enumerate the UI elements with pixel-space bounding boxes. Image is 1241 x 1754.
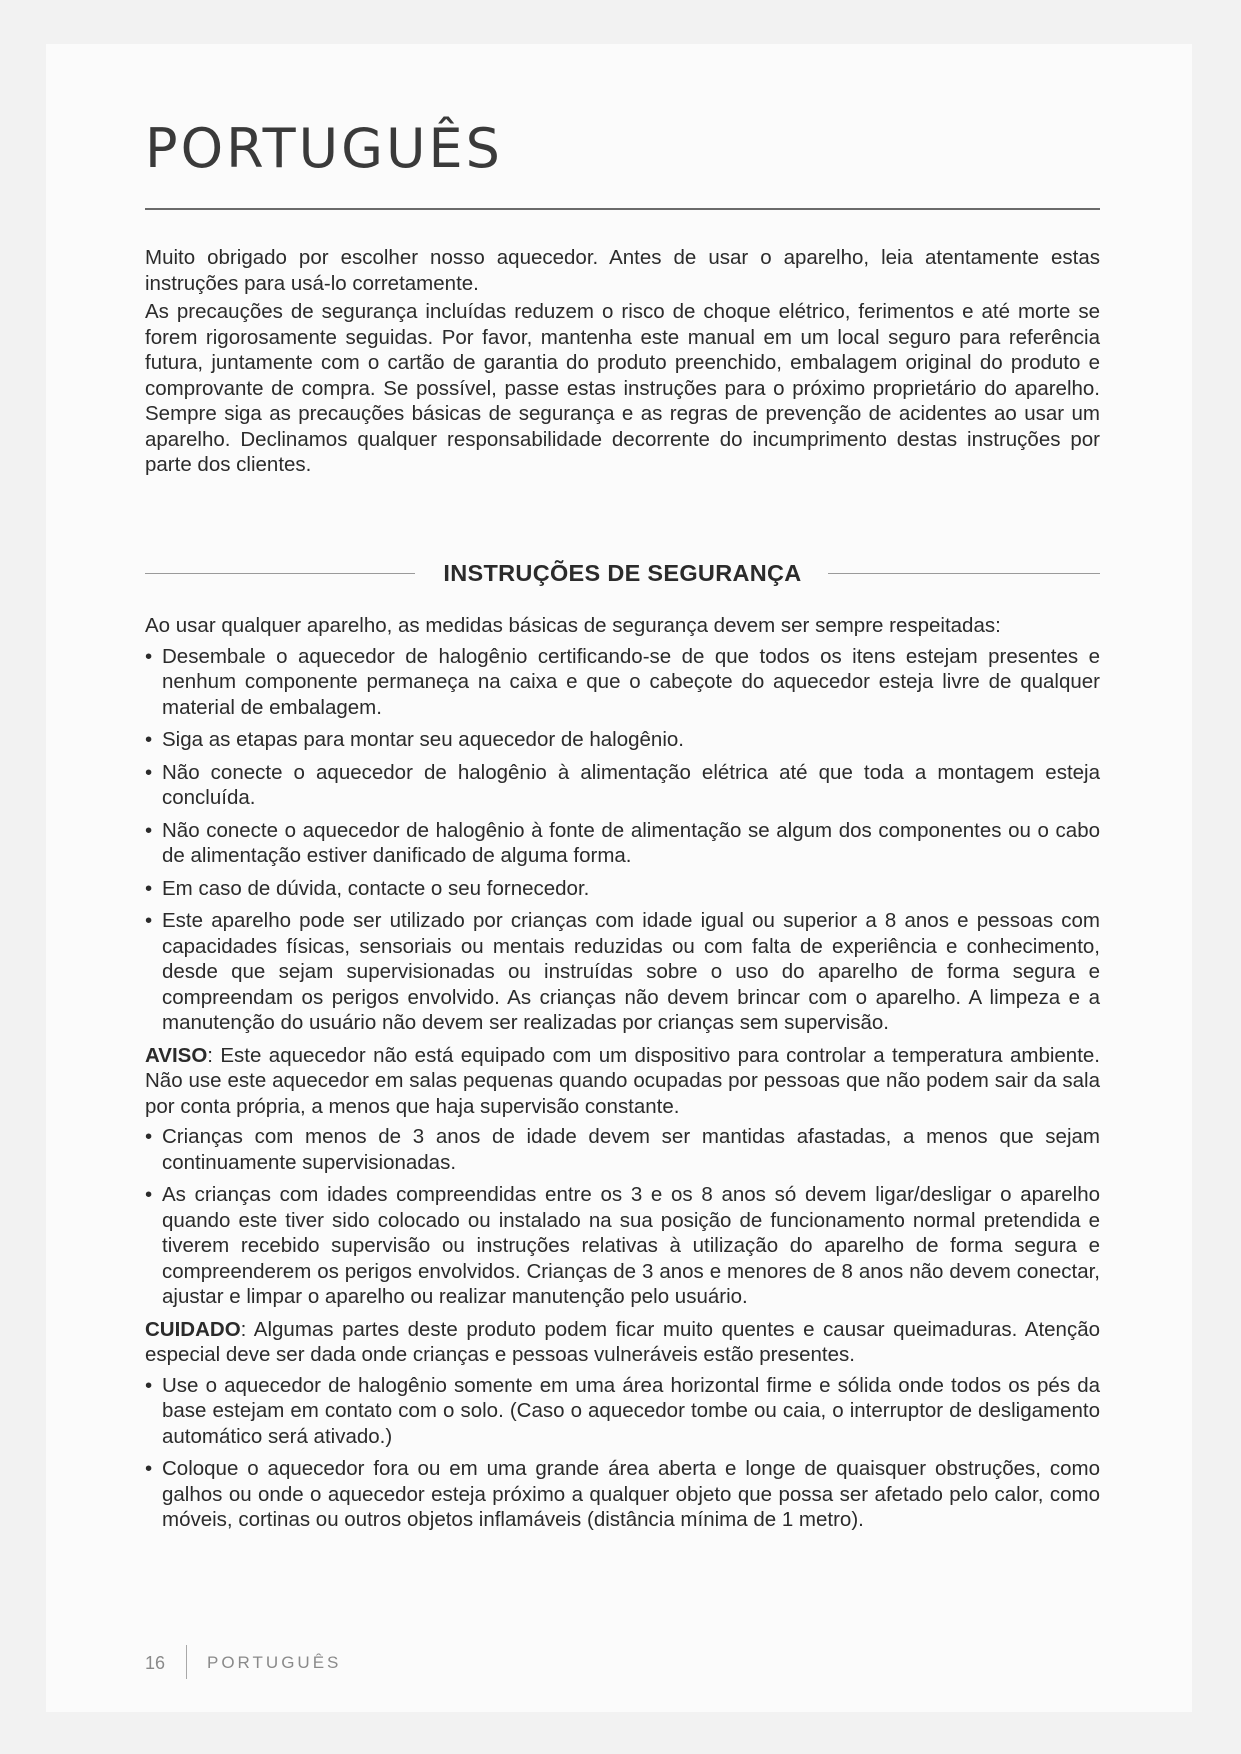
list-item (145, 818, 1100, 869)
intro-paragraph: As precauções de segurança incluídas reduzem o risco de choque elétrico, ferimentos e até morte se forem rigorosamente seguidas. Por favor, mantenha este manual em um local seguro para referência futura, juntamente com o cartão de garantia do produto preenchido, embalagem original do produto e comprovante de compra. Se possível, passe estas instruções para o próximo proprietário do aparelho. Sempre siga as precauções básicas de segurança e as regras de prevenção de acidentes ao usar um aparelho. Declinamos qualquer responsabilidade decorrente do incumprimento destas instruções por parte dos clientes. (145, 300, 1100, 476)
list-item-text: Desembale o aquecedor de halogênio certificando-se de que todos os itens estejam presentes e nenhum componente permaneça na caixa e que o cabeçote do aquecedor esteja livre de qualquer material de embalagem. (162, 644, 1100, 719)
caution-paragraph (145, 1317, 1100, 1368)
page-number: 16 (145, 1653, 166, 1673)
list-item (145, 908, 1100, 1036)
list-item-text: Este aparelho pode ser utilizado por crianças com idade igual ou superior a 8 anos e pessoas com capacidades físicas, sensoriais ou mentais reduzidas ou com falta de experiência e conhecimento, desde que sejam supervisionadas ou instruídas sobre o uso do aparelho de forma segura e compreendam os perigos envolvido. As crianças não devem brincar com o aparelho. A limpeza e a manutenção do usuário não devem ser realizadas por crianças sem supervisão. (162, 909, 1100, 1034)
list-item-text: Coloque o aquecedor fora ou em uma grande área aberta e longe de quaisquer obstruções, como galhos ou onde o aquecedor esteja próximo a qualquer objeto que possa ser afetado pelo calor, como móveis, cortinas ou outros objetos inflamáveis (distância mínima de 1 metro). (162, 1457, 1100, 1531)
bullet-icon: • (145, 1373, 153, 1397)
list-item-text: Siga as etapas para montar seu aquecedor de halogênio. (162, 728, 684, 751)
list-item (145, 1456, 1100, 1533)
page-title: PORTUGUÊS (145, 117, 503, 180)
bullet-icon: • (145, 760, 153, 784)
intro-section (145, 245, 1100, 481)
list-item-text: Não conecte o aquecedor de halogênio à fonte de alimentação se algum dos componentes ou o cabo de alimentação estiver danificado de alguma forma. (162, 818, 1100, 867)
caution-label: CUIDADO (145, 1317, 241, 1341)
safety-instructions (145, 613, 1100, 1540)
list-item-text: As crianças com idades compreendidas entre os 3 e os 8 anos só devem ligar/desligar o aparelho quando este tiver sido colocado ou instalado na sua posição de funcionamento normal pretendida e tiverem recebido supervisão ou instruções relativas à utilização do aparelho de forma segura e compreenderem os perigos envolvidos. Crianças de 3 anos e menores de 8 anos não devem conectar, ajustar e limpar o aparelho ou realizar manutenção pelo usuário. (162, 1183, 1100, 1308)
bullet-icon: • (145, 818, 153, 842)
heading-rule-right (828, 573, 1100, 574)
bullet-icon: • (145, 1125, 153, 1148)
list-item (145, 1373, 1100, 1450)
list-item (145, 1182, 1100, 1310)
bullet-icon: • (145, 728, 153, 751)
bullet-icon: • (145, 1183, 153, 1206)
bullet-list-3 (145, 1373, 1100, 1533)
footer-language: PORTUGUÊS (207, 1653, 342, 1672)
warning-paragraph (145, 1043, 1100, 1120)
list-item-text: Em caso de dúvida, contacte o seu fornecedor. (162, 876, 590, 900)
list-item (145, 644, 1100, 721)
section-heading-label: INSTRUÇÕES DE SEGURANÇA (443, 560, 802, 586)
list-item-text: Não conecte o aquecedor de halogênio à alimentação elétrica até que toda a montagem esteja concluída. (162, 760, 1100, 809)
page-footer (145, 1643, 545, 1679)
section-heading (145, 556, 1100, 590)
list-item-text: Use o aquecedor de halogênio somente em uma área horizontal firme e sólida onde todos os pés da base estejam em contato com o solo. (Caso o aquecedor tombe ou caia, o interruptor de desligamento automático será ativado.) (162, 1373, 1100, 1448)
bullet-list-2 (145, 1124, 1100, 1310)
bullet-icon: • (145, 644, 153, 668)
warning-label: AVISO (145, 1043, 208, 1067)
list-item (145, 727, 1100, 753)
title-divider (145, 208, 1100, 210)
bullet-icon: • (145, 1457, 153, 1480)
list-item (145, 876, 1100, 902)
bullet-list-1 (145, 644, 1100, 1036)
bullet-icon: • (145, 876, 153, 900)
safety-lead: Ao usar qualquer aparelho, as medidas básicas de segurança devem ser sempre respeitadas: (145, 614, 1001, 637)
bullet-icon: • (145, 909, 153, 932)
list-item-text: Crianças com menos de 3 anos de idade devem ser mantidas afastadas, a menos que sejam continuamente supervisionadas. (162, 1125, 1100, 1174)
list-item (145, 1124, 1100, 1175)
intro-paragraph: Muito obrigado por escolher nosso aquecedor. Antes de usar o aparelho, leia atentamente estas instruções para usá-lo corretamente. (145, 246, 1100, 295)
footer-divider (186, 1645, 187, 1679)
list-item (145, 760, 1100, 811)
warning-text: : Este aquecedor não está equipado com um dispositivo para controlar a temperatura ambiente. Não use este aquecedor em salas pequenas quando ocupadas por pessoas que não podem sair da sala por conta própria, a menos que haja supervisão constante. (145, 1043, 1100, 1118)
caution-text: : Algumas partes deste produto podem ficar muito quentes e causar queimaduras. Atenção especial deve ser dada onde crianças e pessoas vulneráveis estão presentes. (145, 1317, 1100, 1366)
